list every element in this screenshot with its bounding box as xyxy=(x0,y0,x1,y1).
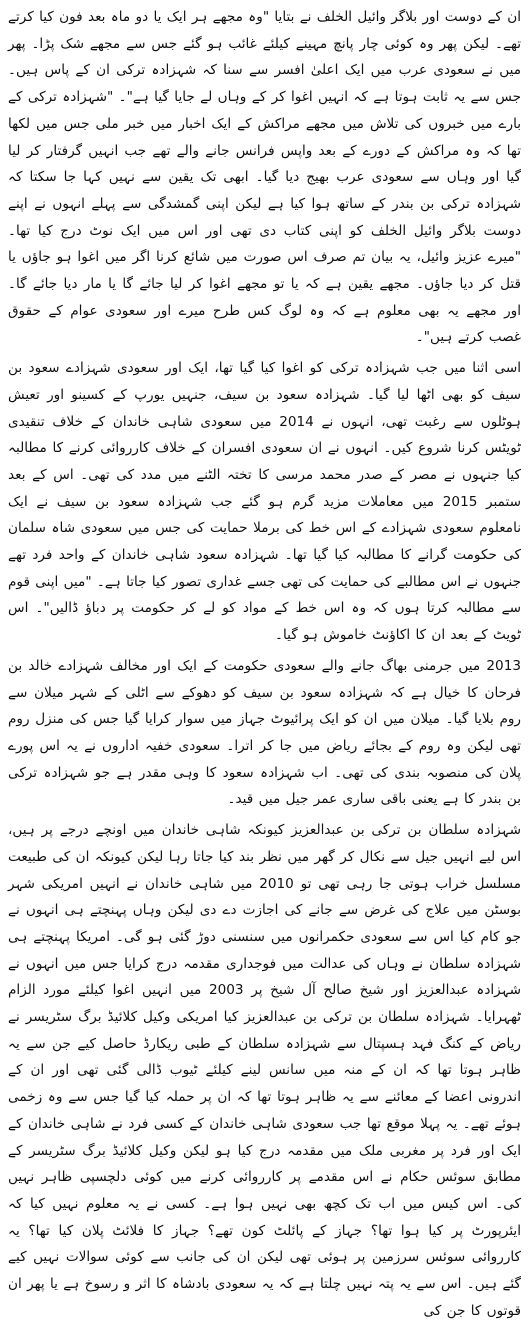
article-paragraph-3: 2013 میں جرمنی بھاگ جانے والے سعودی حکومت کے ایک اور مخالف شہزادے خالد بن فرحان کا خیال ہے کہ شہزادہ سعود بن سیف کو دھوکے سے اٹلی کے شہر میلان سے روم بلایا گیا۔ میلان میں ان کو ایک پرائیوٹ جہاز میں سوار کرایا گیا جس کی منزل روم تھی لیکن وہ روم کے بجائے ریاض میں جا کر اترا۔ سعودی خفیہ اداروں نے یہ اس پورے پلان کی منصوبہ بندی کی تھی۔ اب شہزادہ سعود کا وہی مقدر ہے جو شہزادہ ترکی بن بندر کا ہے یعنی باقی ساری عمر جیل میں قید۔ xyxy=(8,657,521,808)
article-paragraph-2: اسی اثنا میں جب شہزادہ ترکی کو اغوا کیا گیا تھا، ایک اور سعودی شہزادے سعود بن سیف کو بھی اٹھا لیا گیا۔ شہزادہ سعود بن سیف، جنہیں یورپ کے کسینو اور تعیش ہوٹلوں سے رغبت تھی، انہوں نے 2014 میں سعودی شاہی خاندان کے خلاف تنقیدی ٹویٹس کرنا شروع کیں۔ انہوں نے ان سعودی افسران کے خلاف کارروائی کرنے کا مطالبہ کیا جنہوں نے مصر کے صدر محمد مرسی کا تختہ الٹنے میں مدد کی تھی۔ اس کے بعد ستمبر 2015 میں معاملات مزید گرم ہو گئے جب شہزادہ سعود بن سیف نے ایک نامعلوم سعودی شہزادے کے اس خط کی برملا حمایت کی جس میں سعودی شاہ سلمان کی حکومت گرانے کا مطالبہ کیا گیا تھا۔ شہزادہ سعود شاہی خاندان کے واحد فرد تھے جنہوں نے اس مطالبے کی حمایت کی تھی جسے غداری تصور کیا جاتا ہے۔ "میں اپنی قوم سے مطالبہ کرتا ہوں کہ وہ اس خط کے مواد کو لے کر حکومت پر دباؤ ڈالیں"۔ اس ٹویٹ کے بعد ان کا اکاؤنٹ خاموش ہو گیا۔ xyxy=(8,360,521,644)
article-paragraph-4: شہزادہ سلطان بن ترکی بن عبدالعزیز کیونکہ شاہی خاندان میں اونچے درجے پر ہیں، اس لیے انہیں جیل سے نکال کر گھر میں نظر بند کیا جاتا رہا لیکن کیونکہ ان کی طبیعت مسلسل خراب ہوتی جا رہی تھی تو 2010 میں شاہی خاندان نے انہیں امریکی شہر بوسٹن میں علاج کی غرض سے جانے کی اجازت دے دی لیکن وہاں پہنچتے ہی انہوں نے جو کام کیا اس سے سعودی حکمرانوں میں سنسنی دوڑ گئی ہو گی۔ امریکا پہنچتے ہی شہزادہ سلطان نے وہاں کی عدالت میں فوجداری مقدمہ درج کرایا جس میں انہوں نے شہزادہ عبدالعزیز اور شیخ صالح آل شیخ پر 2003 میں انہیں اغوا کیلئے مورد الزام ٹھہرایا۔ شہزادہ سلطان بن ترکی بن عبدالعزیز کیا امریکی وکیل کلائیڈ برگ سٹریسر نے ریاض کے کنگ فہد ہسپتال سے شہزادہ سلطان کے طبی ریکارڈ حاصل کیے جن سے یہ ظاہر ہوتا تھا کہ ان کے منہ میں سانس لینے کیلئے ٹیوب ڈالی گئی تھی اور ان کے اندرونی اعضا کے معائنے سے یہ ظاہر ہوتا تھا کہ ان پر حملہ کیا گیا جس سے وہ زخمی ہوئے تھے۔ یہ پہلا موقع تھا جب سعودی شاہی خاندان کے کسی فرد نے شاہی خاندان کے ایک اور فرد پر مغربی ملک میں مقدمہ درج کیا ہو لیکن وکیل کلائیڈ برگ سٹریسر کے مطابق سوئس حکام نے اس مقدمے پر کارروائی کرنے میں کوئی دلچسپی ظاہر نہیں کی۔ اس کیس میں اب تک کچھ بھی نہیں ہوا ہے۔ کسی نے یہ معلوم نہیں کیا کہ ایئرپورٹ پر کیا ہوا تھا؟ جہاز کے پائلٹ کون تھے؟ جہاز کا فلائٹ پلان کیا تھا؟ یہ کارروائی سوئس سرزمین پر ہوئی تھی لیکن ان کی جانب سے کوئی سوالات نہیں کیے گئے ہیں۔ اس سے یہ پتہ نہیں چلتا ہے کہ یہ سعودی بادشاہ کا اثر و رسوخ ہے یا پھر ان قوتوں کا جن کی xyxy=(8,822,522,1319)
article-paragraph-1: ان کے دوست اور بلاگر وائیل الخلف نے بتایا "وہ مجھے ہر ایک یا دو ماہ بعد فون کیا کرتے تھے۔ لیکن پھر وہ کوئی چار پانچ مہینے کیلئے غائب ہو گئے جس سے مجھے شک پڑا۔ پھر میں نے سعودی عرب میں ایک اعلیٰ افسر سے سنا کہ شہزادہ ترکی ان کے پاس ہیں۔ جس سے یہ ثابت ہوتا ہے کہ انہیں اغوا کر کے وہاں لے جایا گیا ہے"۔ "شہزادہ ترکی کے بارے میں خبروں کی تلاش میں مجھے مراکش کے ایک اخبار میں خبر ملی جس میں لکھا تھا کہ وہ مراکش کے دورے کے بعد واپس فرانس جانے والے تھے جب انہیں گرفتار کر لیا گیا اور وہاں سے سعودی عرب بھیج دیا گیا۔ ابھی تک یقین سے نہیں کہا جا سکتا کہ شہزادہ ترکی بن بندر کے ساتھ ہوا کیا ہے لیکن اپنی گمشدگی سے پہلے انہوں نے اپنے دوست بلاگر وائیل الخلف کو اپنی کتاب دی تھی اور اس میں ایک نوٹ درج کیا تھا۔ "میرے عزیز وائیل، یہ بیان تم صرف اس صورت میں شائع کرنا اگر میں اغوا ہو جاؤں یا قتل کر دیا جاؤں۔ مجھے یقین ہے کہ یا تو مجھے اغوا کر لیا جائے گا یا مار دیا جائے گا۔ اور مجھے یہ بھی معلوم ہے کہ وہ لوگ کس طرح میرے اور سعودی عوام کے حقوق غصب کرتے ہیں"۔ xyxy=(8,9,521,346)
